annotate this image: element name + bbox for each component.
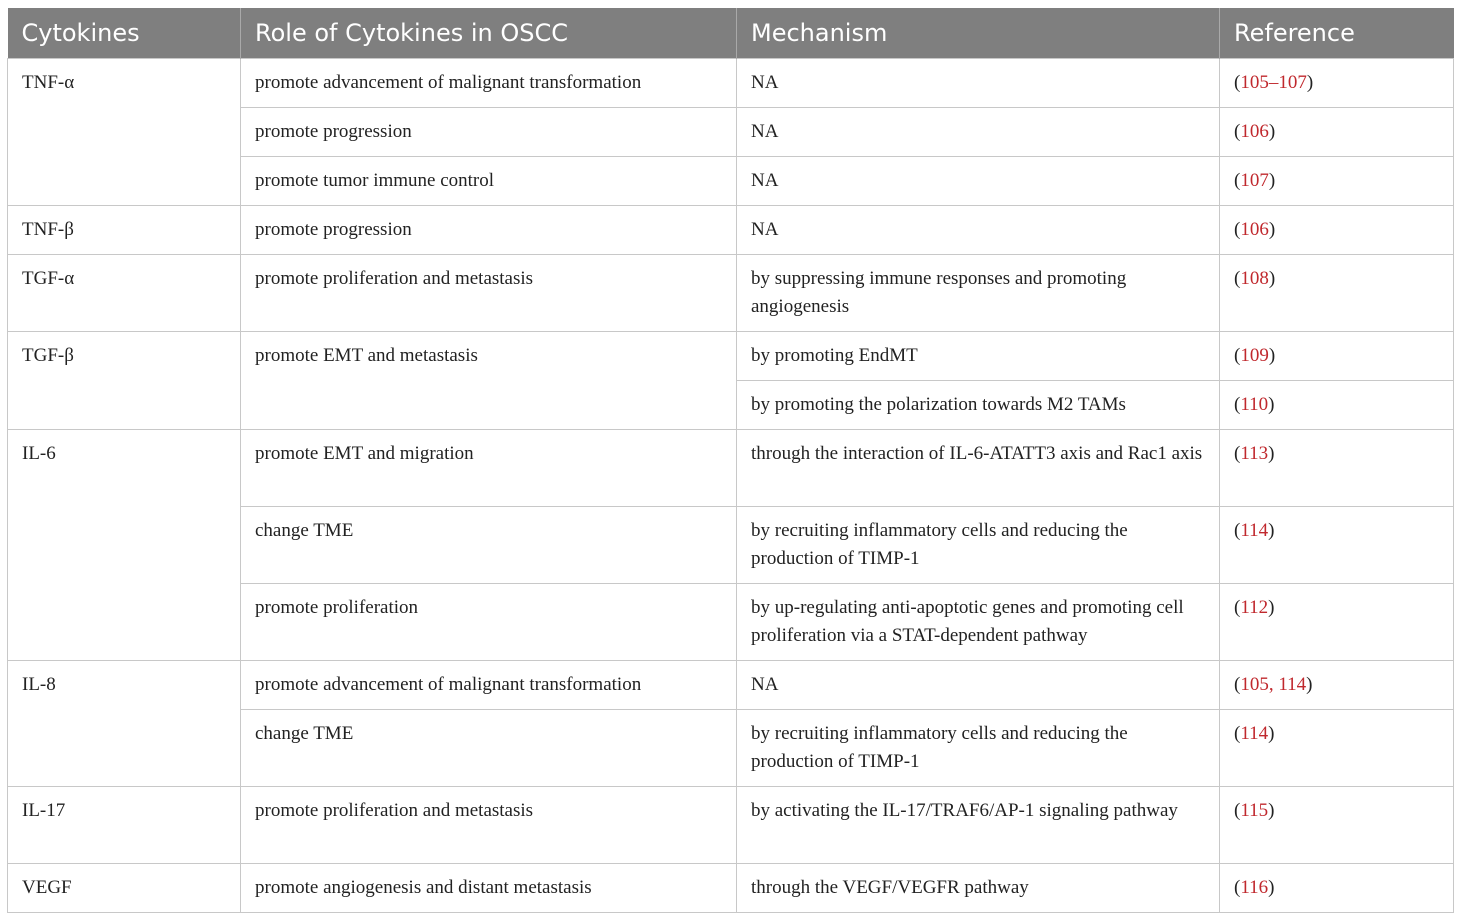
mechanism-cell: by recruiting inflammatory cells and reducing the production of TIMP-1 <box>737 507 1220 584</box>
reference-cell: (113) <box>1220 430 1454 507</box>
role-cell: promote angiogenesis and distant metastasis <box>241 864 737 913</box>
role-cell: promote proliferation <box>241 584 737 661</box>
role-cell: promote proliferation and metastasis <box>241 255 737 332</box>
reference-link[interactable]: 114 <box>1240 723 1269 744</box>
table-row <box>8 206 1454 255</box>
header-role: Role of Cytokines in OSCC <box>241 8 737 59</box>
role-cell: promote progression <box>241 108 737 157</box>
header-cytokines: Cytokines <box>8 8 241 59</box>
cytokine-cell: TGF-β <box>8 332 241 430</box>
reference-cell: (107) <box>1220 157 1454 206</box>
cytokine-cell: VEGF <box>8 864 241 913</box>
reference-cell: (116) <box>1220 864 1454 913</box>
cytokine-cell: IL-17 <box>8 787 241 864</box>
mechanism-cell: by promoting EndMT <box>737 332 1220 381</box>
header-mechanism: Mechanism <box>737 8 1220 59</box>
table-row <box>8 430 1454 507</box>
reference-cell: (110) <box>1220 381 1454 430</box>
reference-link[interactable]: 106 <box>1240 121 1269 142</box>
cytokine-cell: IL-8 <box>8 661 241 787</box>
table-row <box>8 255 1454 332</box>
mechanism-cell: NA <box>737 59 1220 108</box>
mechanism-cell: NA <box>737 157 1220 206</box>
role-cell: promote progression <box>241 206 737 255</box>
table-row <box>8 332 1454 381</box>
reference-link[interactable]: 112 <box>1240 597 1269 618</box>
table-row <box>8 661 1454 710</box>
reference-link[interactable]: 105, 114 <box>1240 674 1307 695</box>
reference-cell: (105, 114) <box>1220 661 1454 710</box>
role-cell: promote advancement of malignant transformation <box>241 59 737 108</box>
reference-link[interactable]: 116 <box>1240 877 1269 898</box>
reference-cell: (114) <box>1220 507 1454 584</box>
reference-cell: (105–107) <box>1220 59 1454 108</box>
role-cell: change TME <box>241 710 737 787</box>
reference-link[interactable]: 113 <box>1240 443 1269 464</box>
mechanism-cell: by suppressing immune responses and promoting angiogenesis <box>737 255 1220 332</box>
reference-link[interactable]: 107 <box>1240 170 1269 191</box>
mechanism-cell: by activating the IL-17/TRAF6/AP-1 signaling pathway <box>737 787 1220 864</box>
reference-cell: (114) <box>1220 710 1454 787</box>
reference-link[interactable]: 106 <box>1240 219 1269 240</box>
cytokine-cell: TGF-α <box>8 255 241 332</box>
role-cell: promote proliferation and metastasis <box>241 787 737 864</box>
reference-cell: (108) <box>1220 255 1454 332</box>
reference-cell: (106) <box>1220 206 1454 255</box>
role-cell: change TME <box>241 507 737 584</box>
reference-link[interactable]: 108 <box>1240 268 1269 289</box>
reference-cell: (109) <box>1220 332 1454 381</box>
cytokine-cell: IL-6 <box>8 430 241 661</box>
mechanism-cell: NA <box>737 206 1220 255</box>
mechanism-cell: by up-regulating anti-apoptotic genes and promoting cell proliferation via a STAT-dependent pathway <box>737 584 1220 661</box>
cytokine-cell: TNF-β <box>8 206 241 255</box>
role-cell: promote tumor immune control <box>241 157 737 206</box>
reference-cell: (115) <box>1220 787 1454 864</box>
mechanism-cell: by recruiting inflammatory cells and reducing the production of TIMP-1 <box>737 710 1220 787</box>
mechanism-cell: through the VEGF/VEGFR pathway <box>737 864 1220 913</box>
cytokine-cell: TNF-α <box>8 59 241 206</box>
mechanism-cell: NA <box>737 108 1220 157</box>
mechanism-cell: through the interaction of IL-6-ATATT3 axis and Rac1 axis <box>737 430 1220 507</box>
reference-link[interactable]: 115 <box>1240 800 1269 821</box>
table-row <box>8 59 1454 108</box>
mechanism-cell: by promoting the polarization towards M2 TAMs <box>737 381 1220 430</box>
mechanism-cell: NA <box>737 661 1220 710</box>
reference-cell: (112) <box>1220 584 1454 661</box>
table-header-row <box>8 8 1454 59</box>
role-cell: promote EMT and migration <box>241 430 737 507</box>
reference-link[interactable]: 109 <box>1240 345 1269 366</box>
reference-link[interactable]: 110 <box>1240 394 1269 415</box>
reference-link[interactable]: 105–107 <box>1240 72 1307 93</box>
role-cell: promote advancement of malignant transformation <box>241 661 737 710</box>
role-cell: promote EMT and metastasis <box>241 332 737 430</box>
cytokines-table <box>7 8 1454 913</box>
table-row <box>8 864 1454 913</box>
reference-cell: (106) <box>1220 108 1454 157</box>
header-reference: Reference <box>1220 8 1454 59</box>
reference-link[interactable]: 114 <box>1240 520 1269 541</box>
table-row <box>8 787 1454 864</box>
